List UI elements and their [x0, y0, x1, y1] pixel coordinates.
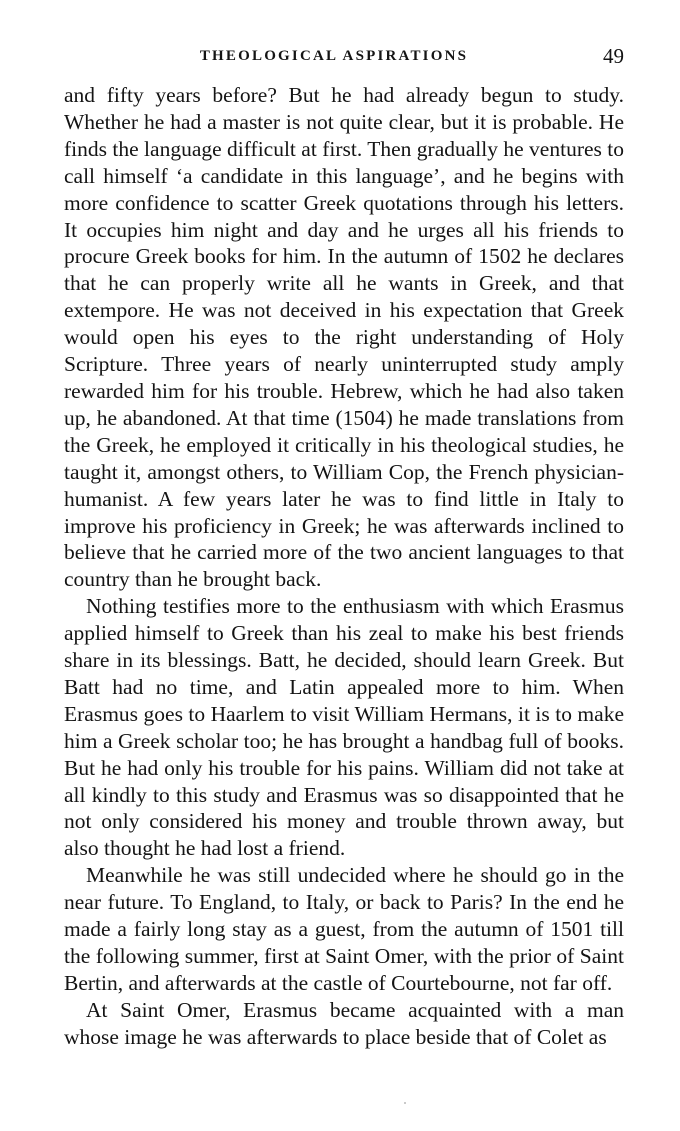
paragraph-continued: and fifty years before? But he had already begun to study. Whether he had a master is not quite clear, but it is probable. He finds the language difficult at first. Then gradually he ventures to call himself ‘a candidate in this language’, and he begins with more confidence to scatter Greek quotations through his letters. It occupies him night and day and he urges all his friends to procure Greek books for him. In the autumn of 1502 he declares that he can properly write all he wants in Greek, and that extempore. He was not deceived in his expectation that Greek would open his eyes to the right understanding of Holy Scripture. Three years of nearly uninterrupted study amply rewarded him for his trouble. Hebrew, which he had also taken up, he abandoned. At that time (1504) he made translations from the Greek, he employed it critically in his theological studies, he taught it, amongst others, to William Cop, the French physician-humanist. A few years later he was to find little in Italy to improve his proficiency in Greek; he was afterwards inclined to believe that he carried more of the two ancient languages to that country than he brought back.: [64, 83, 624, 592]
paragraph-undecided: Meanwhile he was still undecided where he should go in the near future. To England, to Italy, or back to Paris? In the end he made a fairly long stay as a guest, from the autumn of 1501 till the following summer, first at Saint Omer, with the prior of Saint Bertin, and afterwards at the castle of Courtebourne, not far off.: [64, 863, 624, 995]
paragraph-greek-zeal: Nothing testifies more to the enthusiasm with which Erasmus applied himself to Greek than his zeal to make his best friends share in its blessings. Batt, he decided, should learn Greek. But Batt had no time, and Latin appealed more to him. When Erasmus goes to Haarlem to visit William Hermans, it is to make him a Greek scholar too; he has brought a handbag full of books. But he had only his trouble for his pains. William did not take at all kindly to this study and Erasmus was so disappointed that he not only considered his money and trouble thrown away, but also thought he had lost a friend.: [64, 594, 624, 861]
paragraph-saint-omer: At Saint Omer, Erasmus became acquainted with a man whose image he was afterwards to place beside that of Colet as: [64, 997, 624, 1049]
page-number: 49: [603, 44, 624, 68]
body-text: [64, 82, 624, 1051]
print-speck: [404, 1102, 406, 1104]
running-head: [64, 42, 624, 72]
running-title: THEOLOGICAL ASPIRATIONS: [199, 48, 469, 64]
